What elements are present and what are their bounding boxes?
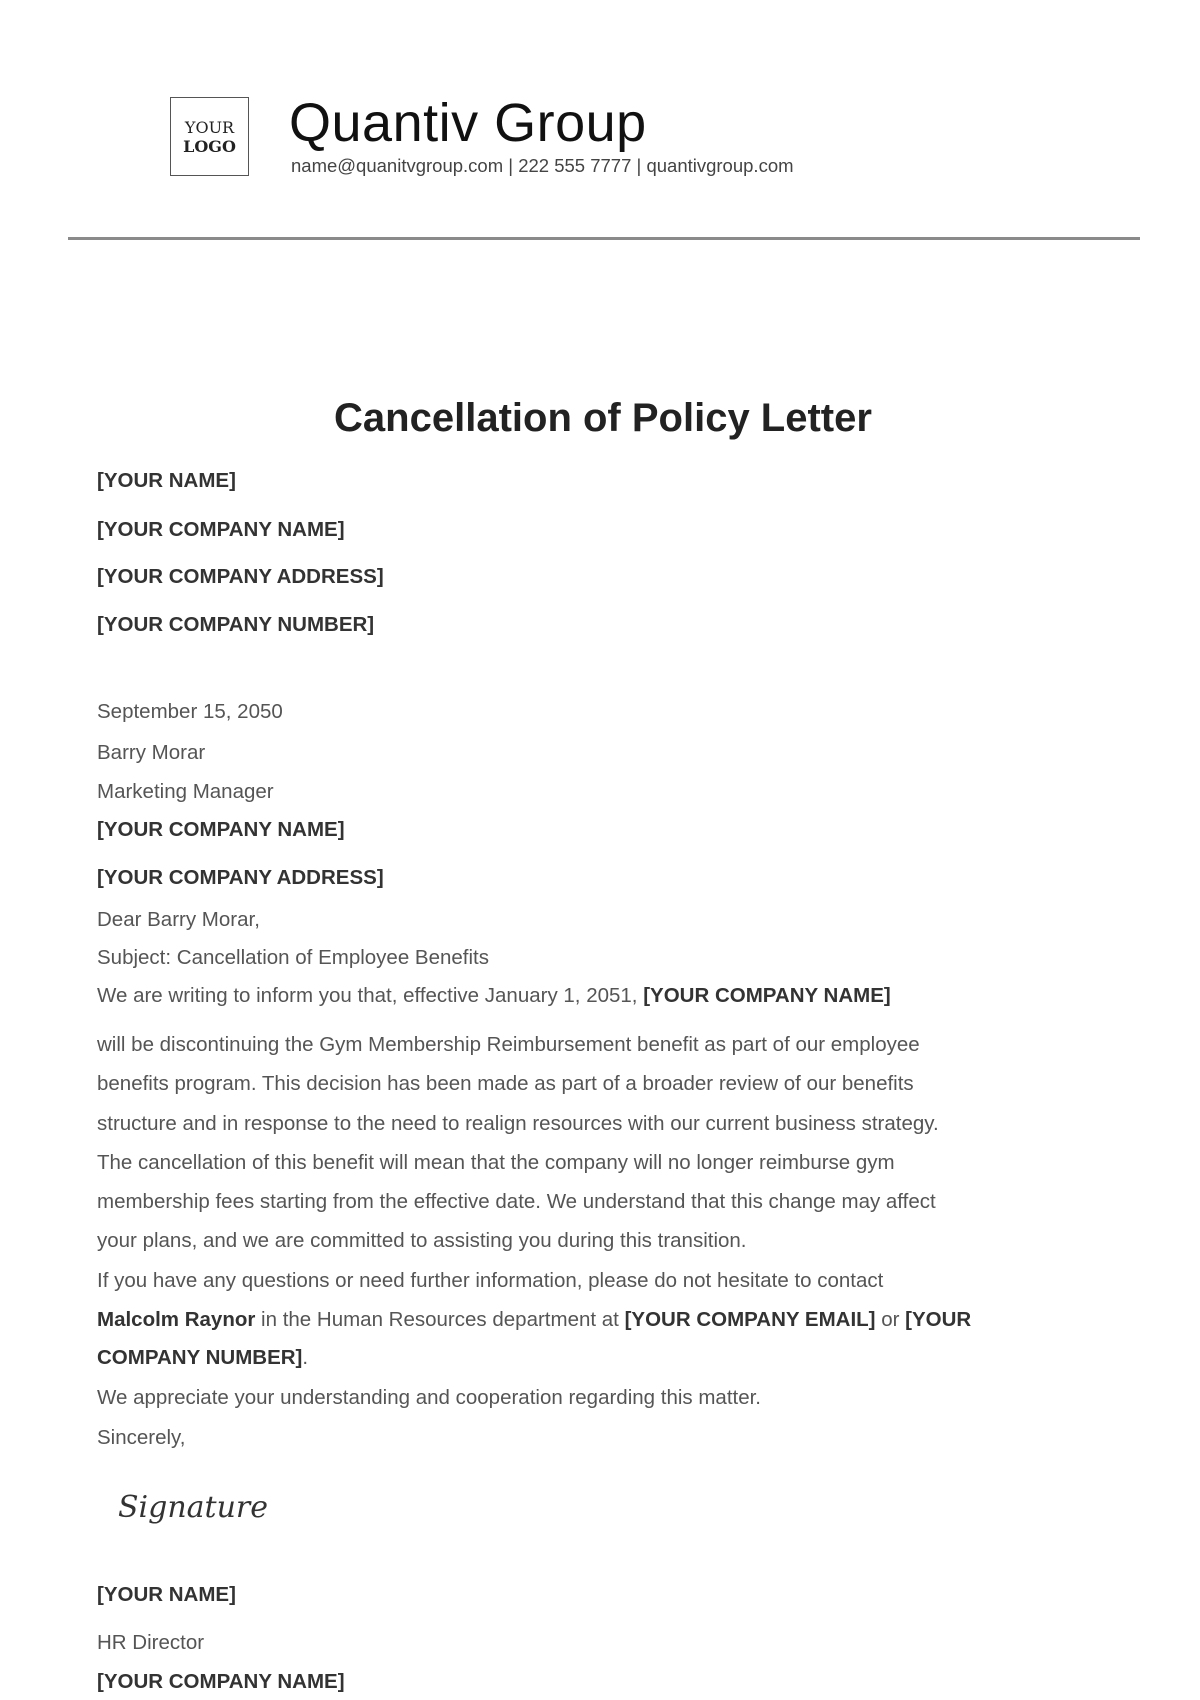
- logo-text-line2: LOGO: [183, 136, 236, 156]
- signature: Signature: [118, 1490, 269, 1525]
- body-line: structure and in response to the need to realign resources with our current business strategy.: [97, 1112, 939, 1135]
- body-line: membership fees starting from the effective date. We understand that this change may affect: [97, 1190, 936, 1213]
- sender-number: [YOUR COMPANY NUMBER]: [97, 613, 375, 636]
- recipient-address: [YOUR COMPANY ADDRESS]: [97, 866, 384, 889]
- contact-paragraph-line1: If you have any questions or need further information, please do not hesitate to contact: [97, 1269, 884, 1292]
- sender-name: [YOUR NAME]: [97, 469, 236, 492]
- company-contact: name@quanitvgroup.com | 222 555 7777 | quantivgroup.com: [291, 155, 794, 176]
- signoff-company: [YOUR COMPANY NAME]: [97, 1670, 345, 1693]
- sender-company: [YOUR COMPANY NAME]: [97, 518, 345, 541]
- header-divider: [68, 237, 1140, 240]
- company-number-placeholder-cont: COMPANY NUMBER]: [97, 1346, 303, 1369]
- body-intro-text: We are writing to inform you that, effective January 1, 2051,: [97, 984, 644, 1007]
- contact-paragraph-line3: [97, 1346, 308, 1370]
- subject-line: Subject: Cancellation of Employee Benefits: [97, 946, 490, 969]
- salutation: Dear Barry Morar,: [97, 908, 260, 931]
- recipient-name: Barry Morar: [97, 741, 206, 764]
- recipient-company: [YOUR COMPANY NAME]: [97, 818, 345, 841]
- signoff-name: [YOUR NAME]: [97, 1583, 236, 1606]
- letter-date: September 15, 2050: [97, 700, 283, 723]
- company-number-placeholder: [YOUR: [905, 1308, 972, 1331]
- signoff-title: HR Director: [97, 1631, 205, 1654]
- body-line: benefits program. This decision has been made as part of a broader review of our benefits: [97, 1072, 914, 1095]
- company-email-placeholder: [YOUR COMPANY EMAIL]: [624, 1308, 876, 1331]
- body-text: in the Human Resources department at: [255, 1308, 625, 1331]
- hr-contact-name: Malcolm Raynor: [97, 1308, 256, 1331]
- sender-address: [YOUR COMPANY ADDRESS]: [97, 565, 384, 588]
- body-line: your plans, and we are committed to assisting you during this transition.: [97, 1229, 747, 1252]
- body-text: or: [875, 1308, 906, 1331]
- body-intro-company: [YOUR COMPANY NAME]: [643, 984, 891, 1007]
- recipient-title: Marketing Manager: [97, 780, 274, 803]
- contact-paragraph-line2: [97, 1308, 971, 1332]
- logo-text-line1: YOUR: [184, 117, 235, 137]
- company-logo: [170, 97, 249, 176]
- body-text: .: [302, 1346, 309, 1369]
- appreciation-line: We appreciate your understanding and cooperation regarding this matter.: [97, 1386, 762, 1409]
- body-line: The cancellation of this benefit will mean that the company will no longer reimburse gym: [97, 1151, 895, 1174]
- document-title: Cancellation of Policy Letter: [334, 396, 872, 440]
- body-line: will be discontinuing the Gym Membership Reimbursement benefit as part of our employee: [97, 1033, 920, 1056]
- closing: Sincerely,: [97, 1426, 186, 1449]
- company-name: Quantiv Group: [289, 93, 647, 153]
- body-intro-line: [97, 984, 891, 1008]
